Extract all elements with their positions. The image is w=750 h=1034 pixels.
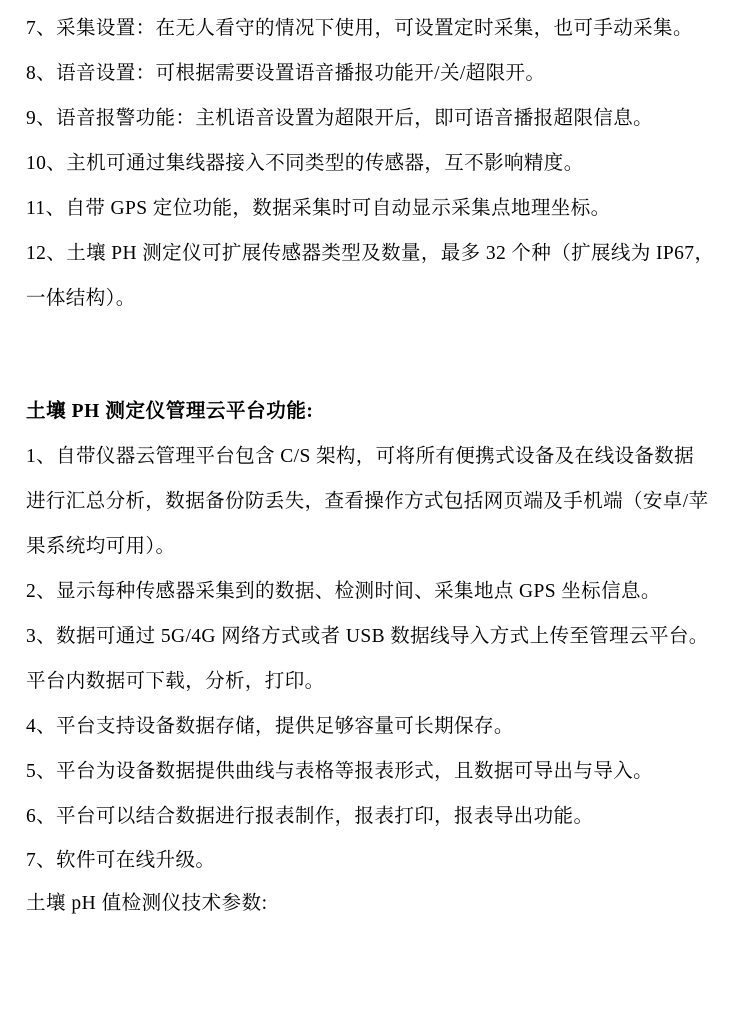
platform-item-3: 3、数据可通过 5G/4G 网络方式或者 USB 数据线导入方式上传至管理云平台。 bbox=[26, 626, 709, 647]
feature-item-11: 11、自带 GPS 定位功能，数据采集时可自动显示采集点地理坐标。 bbox=[26, 198, 611, 219]
section-heading-cloud-platform: 土壤 PH 测定仪管理云平台功能: bbox=[26, 401, 314, 422]
feature-item-9: 9、语音报警功能：主机语音设置为超限开后，即可语音播报超限信息。 bbox=[26, 108, 654, 129]
feature-item-12-continuation: 一体结构）。 bbox=[26, 288, 136, 309]
platform-item-6: 6、平台可以结合数据进行报表制作，报表打印，报表导出功能。 bbox=[26, 806, 594, 827]
feature-item-8: 8、语音设置：可根据需要设置语音播报功能开/关/超限开。 bbox=[26, 63, 546, 84]
platform-item-1-continuation-1: 进行汇总分析，数据备份防丢失，查看操作方式包括网页端及手机端（安卓/苹 bbox=[26, 491, 709, 512]
section-spacer bbox=[26, 321, 716, 389]
platform-item-2: 2、显示每种传感器采集到的数据、检测时间、采集地点 GPS 坐标信息。 bbox=[26, 581, 661, 602]
feature-item-12: 12、土壤 PH 测定仪可扩展传感器类型及数量，最多 32 个种（扩展线为 IP67， bbox=[26, 243, 715, 264]
platform-item-4: 4、平台支持设备数据存储，提供足够容量可长期保存。 bbox=[26, 716, 514, 737]
platform-item-1: 1、自带仪器云管理平台包含 C/S 架构，可将所有便携式设备及在线设备数据 bbox=[26, 446, 695, 467]
platform-item-5: 5、平台为设备数据提供曲线与表格等报表形式，且数据可导出与导入。 bbox=[26, 761, 654, 782]
platform-item-7: 7、软件可在线升级。 bbox=[26, 850, 216, 871]
feature-item-7: 7、采集设置：在无人看守的情况下使用，可设置定时采集，也可手动采集。 bbox=[26, 18, 693, 39]
platform-item-3-continuation: 平台内数据可下载，分析，打印。 bbox=[26, 671, 325, 692]
platform-item-1-continuation-2: 果系统均可用）。 bbox=[26, 536, 176, 557]
footer-heading-tech-params: 土壤 pH 值检测仪技术参数: bbox=[26, 893, 268, 914]
feature-item-10: 10、主机可通过集线器接入不同类型的传感器，互不影响精度。 bbox=[26, 153, 584, 174]
